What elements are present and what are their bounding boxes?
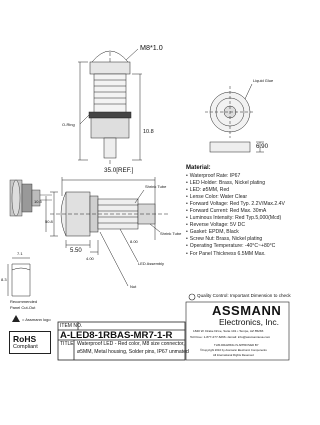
material-item: • Forward Current: Red Max. 30mA xyxy=(186,208,285,215)
material-item: • Forward Voltage: Red Typ. 2.2V/Max.2.4V xyxy=(186,201,285,208)
company-subname: Electronics, Inc. xyxy=(219,317,279,327)
title-label: TITLE xyxy=(60,341,74,347)
rohs-subtitle: Compliant xyxy=(13,344,38,350)
copyright-line-3: All International Rights Reserved xyxy=(213,353,254,357)
body-dia-label: 8.00 xyxy=(130,239,138,244)
item-number: A-LED8-1RBAS-MR7-1-R xyxy=(60,330,173,341)
material-list xyxy=(186,173,285,258)
heat-tube-label: Shrink Tube xyxy=(160,231,182,236)
quality-note: Quality Control: Important Dimension to check xyxy=(197,293,291,298)
dia-front-label: 6.90 xyxy=(256,143,269,150)
hex-label: 10.5 xyxy=(34,199,42,204)
title-line-1: Waterproof LED - Red color, M8 size connector, xyxy=(77,341,185,347)
material-item: • LED Holder: Brass, Nickel plating xyxy=(186,180,285,187)
material-item: • Reverse Voltage: 5V DC xyxy=(186,222,285,229)
company-name: ASSMANN xyxy=(212,303,282,318)
material-item: • LED: ø5MM, Red xyxy=(186,187,285,194)
body-length2-label: 4.00 xyxy=(86,256,94,261)
material-item: • Luminous Intensity: Red Typ.5,000(Mcd) xyxy=(186,215,285,222)
cutout-width: 7.1 xyxy=(17,251,23,256)
material-item: • Operating Temperature: -40°C~+80°C xyxy=(186,243,285,250)
thread-label: M8*1.0 xyxy=(140,43,163,52)
cutout-caption-2: Panel Cut-Out xyxy=(10,305,36,310)
liquid-glue-label: Liquid Glue xyxy=(253,78,274,83)
title-line-2: ø5MM, Metal housing, Solder pins, IP67 unmated xyxy=(77,349,189,355)
body-length-label: 5.50 xyxy=(70,248,82,254)
material-item: • Waterproof Rate: IP67 xyxy=(186,173,285,180)
company-contact: Toll Free: 1-877-277-6266 • Email: info@assmannusa.com xyxy=(190,335,271,339)
material-heading: Material: xyxy=(186,165,211,171)
cutout-height: 8.3 xyxy=(1,277,7,282)
cutout-caption-1: Recommended xyxy=(10,299,38,304)
item-no-label: ITEM NO. xyxy=(60,323,83,329)
material-item: • Screw Nut: Brass, Nickel plating xyxy=(186,236,285,243)
copyright-line-1: THIS DRAWING IS APPROVED BY xyxy=(214,343,259,347)
lead-length-label: 50.8 xyxy=(45,219,53,224)
assmann-logo-legend: = Assmann logo xyxy=(22,317,51,322)
oring-label: O-Ring xyxy=(62,122,75,127)
length-total-label: 35.0[REF.] xyxy=(104,167,134,174)
shrink-tube-label: Shrink Tube xyxy=(145,184,167,189)
nut-label: Nut xyxy=(130,284,137,289)
material-item: • Lense Color: Water Clear xyxy=(186,194,285,201)
material-item: • Gasket: EPDM, Black xyxy=(186,229,285,236)
rohs-title: RoHS xyxy=(13,334,37,344)
material-item: • For Panel Thickness 6.5MM Max. xyxy=(186,251,285,258)
copyright-line-2: ©Copyright 2010 by Assmann Electronic Components xyxy=(200,348,267,352)
nut-width-label: 10.8 xyxy=(143,129,154,135)
rohs-badge xyxy=(9,331,51,354)
company-address: 1840 W. Drake Drive, Suite 101 • Tempe, AZ 85283 xyxy=(193,329,264,333)
led-assembly-label: LED Assembly xyxy=(138,261,165,266)
